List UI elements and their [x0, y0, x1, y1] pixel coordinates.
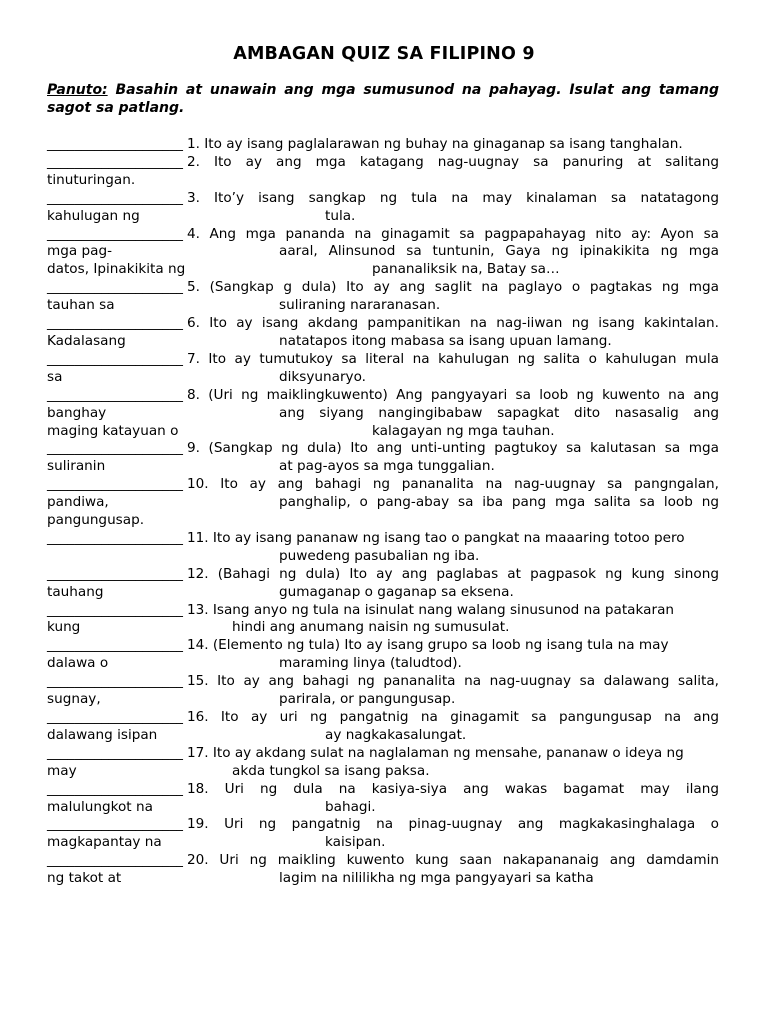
question-item	[47, 816, 719, 852]
question-text: 6. Ito ay isang akdang pampanitikan na nag-iiwan ng isang kakintalan.	[186, 315, 719, 332]
answer-blank[interactable]: ____________________	[47, 153, 183, 170]
question-text: 2. Ito ay ang mga katagang nag-uugnay sa panuring at salitang	[186, 153, 719, 170]
question-continuation: pandiwa,	[47, 494, 109, 511]
question-text: 13. Isang anyo ng tula na isinulat nang walang sinusunod na patakaran	[186, 601, 675, 618]
question-continuation: sa	[47, 368, 63, 385]
directions-text: Basahin at unawain ang mga sumusunod na pahayag. Isulat ang tamang sagot sa patlang.	[47, 82, 720, 116]
question-text: 19. Uri ng pangatnig na pinag-uugnay ang magkakasinghalaga o	[186, 816, 719, 833]
question-continuation: malulungkot na	[47, 798, 153, 815]
question-item	[47, 852, 719, 888]
question-continuation: datos, Ipinakikita ng	[47, 261, 186, 278]
answer-blank[interactable]: ____________________	[47, 780, 183, 797]
question-continuation-tail: lagim na nililikha ng mga pangyayari sa katha	[279, 870, 594, 887]
question-item	[47, 440, 719, 476]
question-item	[47, 190, 719, 226]
question-text: 8. (Uri ng maiklingkuwento) Ang pangyayari sa loob ng kuwento na ang	[186, 386, 719, 403]
question-item	[47, 602, 719, 638]
question-text: 11. Ito ay isang pananaw ng isang tao o pangkat na maaaring totoo pero	[186, 529, 685, 546]
question-continuation: dalawang isipan	[47, 726, 158, 743]
question-text: 10. Ito ay ang bahagi ng pananalita na nag-uugnay sa pangngalan,	[186, 476, 719, 493]
question-item	[47, 315, 719, 351]
question-continuation: Kadalasang	[47, 332, 126, 349]
answer-blank[interactable]: ____________________	[47, 315, 183, 332]
question-item	[47, 637, 719, 673]
question-item	[47, 530, 719, 566]
question-continuation-tail: aaral, Alinsunod sa tuntunin, Gaya ng ipinakikita ng mga	[279, 243, 719, 260]
directions	[47, 81, 719, 117]
answer-blank[interactable]: ____________________	[47, 440, 183, 457]
answer-blank[interactable]: ____________________	[47, 709, 183, 725]
question-continuation-tail: bahagi.	[325, 798, 376, 815]
question-list	[47, 136, 719, 888]
question-item	[47, 781, 719, 817]
answer-blank[interactable]: ____________________	[47, 136, 183, 152]
answer-blank[interactable]: ____________________	[47, 601, 183, 618]
question-item	[47, 566, 719, 602]
question-continuation-tail: kaisipan.	[325, 834, 386, 851]
question-item	[47, 351, 719, 387]
question-continuation: kahulugan ng	[47, 207, 140, 224]
answer-blank[interactable]: ____________________	[47, 637, 183, 654]
question-continuation: maging katayuan o	[47, 422, 179, 439]
question-item	[47, 154, 719, 190]
question-continuation-tail: puwedeng pasubalian ng iba.	[279, 547, 480, 564]
question-item	[47, 136, 719, 154]
answer-blank[interactable]: ____________________	[47, 744, 183, 761]
question-continuation: magkapantay na	[47, 834, 162, 851]
question-continuation: ng takot at	[47, 870, 122, 887]
question-item	[47, 226, 719, 280]
question-continuation-tail: diksyunaryo.	[279, 368, 366, 385]
question-continuation: mga pag-	[47, 243, 113, 260]
question-item	[47, 709, 719, 745]
question-continuation-tail: gumaganap o gaganap sa eksena.	[279, 583, 514, 600]
question-continuation-tail: ang siyang nangingibabaw sapagkat dito nasasalig ang	[279, 404, 719, 421]
question-continuation-tail: maraming linya (taludtod).	[279, 655, 462, 672]
answer-blank[interactable]: ____________________	[47, 852, 183, 869]
answer-blank[interactable]: ____________________	[47, 189, 183, 206]
question-text: 4. Ang mga pananda na ginagamit sa pagpapahayag nito ay: Ayon sa	[186, 225, 719, 242]
question-continuation: dalawa o	[47, 655, 109, 672]
question-item	[47, 387, 719, 441]
page-title: AMBAGAN QUIZ SA FILIPINO 9	[233, 44, 535, 64]
question-item	[47, 279, 719, 315]
question-text: 3. Ito’y isang sangkap ng tula na may kinalaman sa natatagong	[186, 189, 719, 206]
answer-blank[interactable]: ____________________	[47, 673, 183, 690]
question-continuation-tail: pananaliksik na, Batay sa…	[372, 261, 560, 278]
question-text: 16. Ito ay uri ng pangatnig na ginagamit sa pangungusap na ang	[186, 709, 719, 725]
question-text: 9. (Sangkap ng dula) Ito ang unti-unting pagtukoy sa kalutasan sa mga	[186, 440, 719, 457]
question-continuation: suliranin	[47, 458, 106, 475]
question-text: 15. Ito ay ang bahagi ng pananalita na nag-uugnay sa dalawang salita,	[186, 673, 719, 690]
question-text: 7. Ito ay tumutukoy sa literal na kahulugan ng salita o kahulugan mula	[186, 350, 719, 367]
question-continuation: may	[47, 762, 77, 779]
question-continuation-tail: at pag-ayos sa mga tunggalian.	[279, 458, 495, 475]
question-item: ____________________ 10. Ito ay ang bahagi ng pananalita na nag-uugnay sa pangngalan, pandiwa, panghalip, o pang-abay sa iba pang mga salita sa loob ng pangungusap.	[47, 476, 719, 529]
question-continuation-tail: natatapos itong mabasa sa isang upuan lamang.	[279, 332, 612, 349]
question-continuation: kung	[47, 619, 81, 636]
question-continuation-tail: parirala, or pangungusap.	[279, 691, 456, 708]
answer-blank[interactable]: ____________________	[47, 279, 183, 296]
answer-blank[interactable]: ____________________	[47, 386, 183, 403]
question-item	[47, 745, 719, 781]
question-continuation-tail: tula.	[325, 207, 356, 224]
question-continuation-tail: panghalip, o pang-abay sa iba pang mga salita sa loob ng	[279, 494, 719, 511]
question-text: 5. (Sangkap g dula) Ito ay ang saglit na paglayo o pagtakas ng mga	[186, 279, 719, 296]
question-text: 17. Ito ay akdang sulat na naglalaman ng mensahe, pananaw o ideya ng	[186, 744, 684, 761]
answer-blank[interactable]: ____________________	[47, 565, 183, 582]
answer-blank[interactable]: ____________________	[47, 529, 183, 546]
question-continuation-tail: suliraning nararanasan.	[279, 297, 441, 314]
question-continuation-tail: hindi ang anumang naisin ng sumusulat.	[232, 619, 510, 636]
question-continuation-tail: ay nagkakasalungat.	[325, 726, 467, 743]
question-continuation: sugnay,	[47, 691, 101, 708]
question-text: 12. (Bahagi ng dula) Ito ay ang paglabas at pagpasok ng kung sinong	[186, 565, 719, 582]
question-text: 14. (Elemento ng tula) Ito ay isang grupo sa loob ng isang tula na may	[186, 637, 669, 654]
question-continuation-tail: kalagayan ng mga tauhan.	[372, 422, 555, 439]
answer-blank[interactable]: ____________________	[47, 476, 183, 493]
question-text: 1. Ito ay isang paglalarawan ng buhay na ginaganap sa isang tanghalan.	[186, 136, 683, 152]
answer-blank[interactable]: ____________________	[47, 350, 183, 367]
question-item	[47, 673, 719, 709]
question-continuation: tinuturingan.	[47, 171, 136, 188]
question-continuation: tauhan sa	[47, 297, 115, 314]
answer-blank[interactable]: ____________________	[47, 225, 183, 242]
question-continuation-tail: akda tungkol sa isang paksa.	[232, 762, 430, 779]
question-continuation: banghay	[47, 404, 107, 421]
question-text: 18. Uri ng dula na kasiya-siya ang wakas bagamat may ilang	[186, 780, 719, 797]
question-continuation: tauhang	[47, 583, 104, 600]
answer-blank[interactable]: ____________________	[47, 816, 183, 833]
question-text: 20. Uri ng maikling kuwento kung saan nakapananaig ang damdamin	[186, 852, 719, 869]
directions-label: Panuto:	[47, 82, 108, 98]
